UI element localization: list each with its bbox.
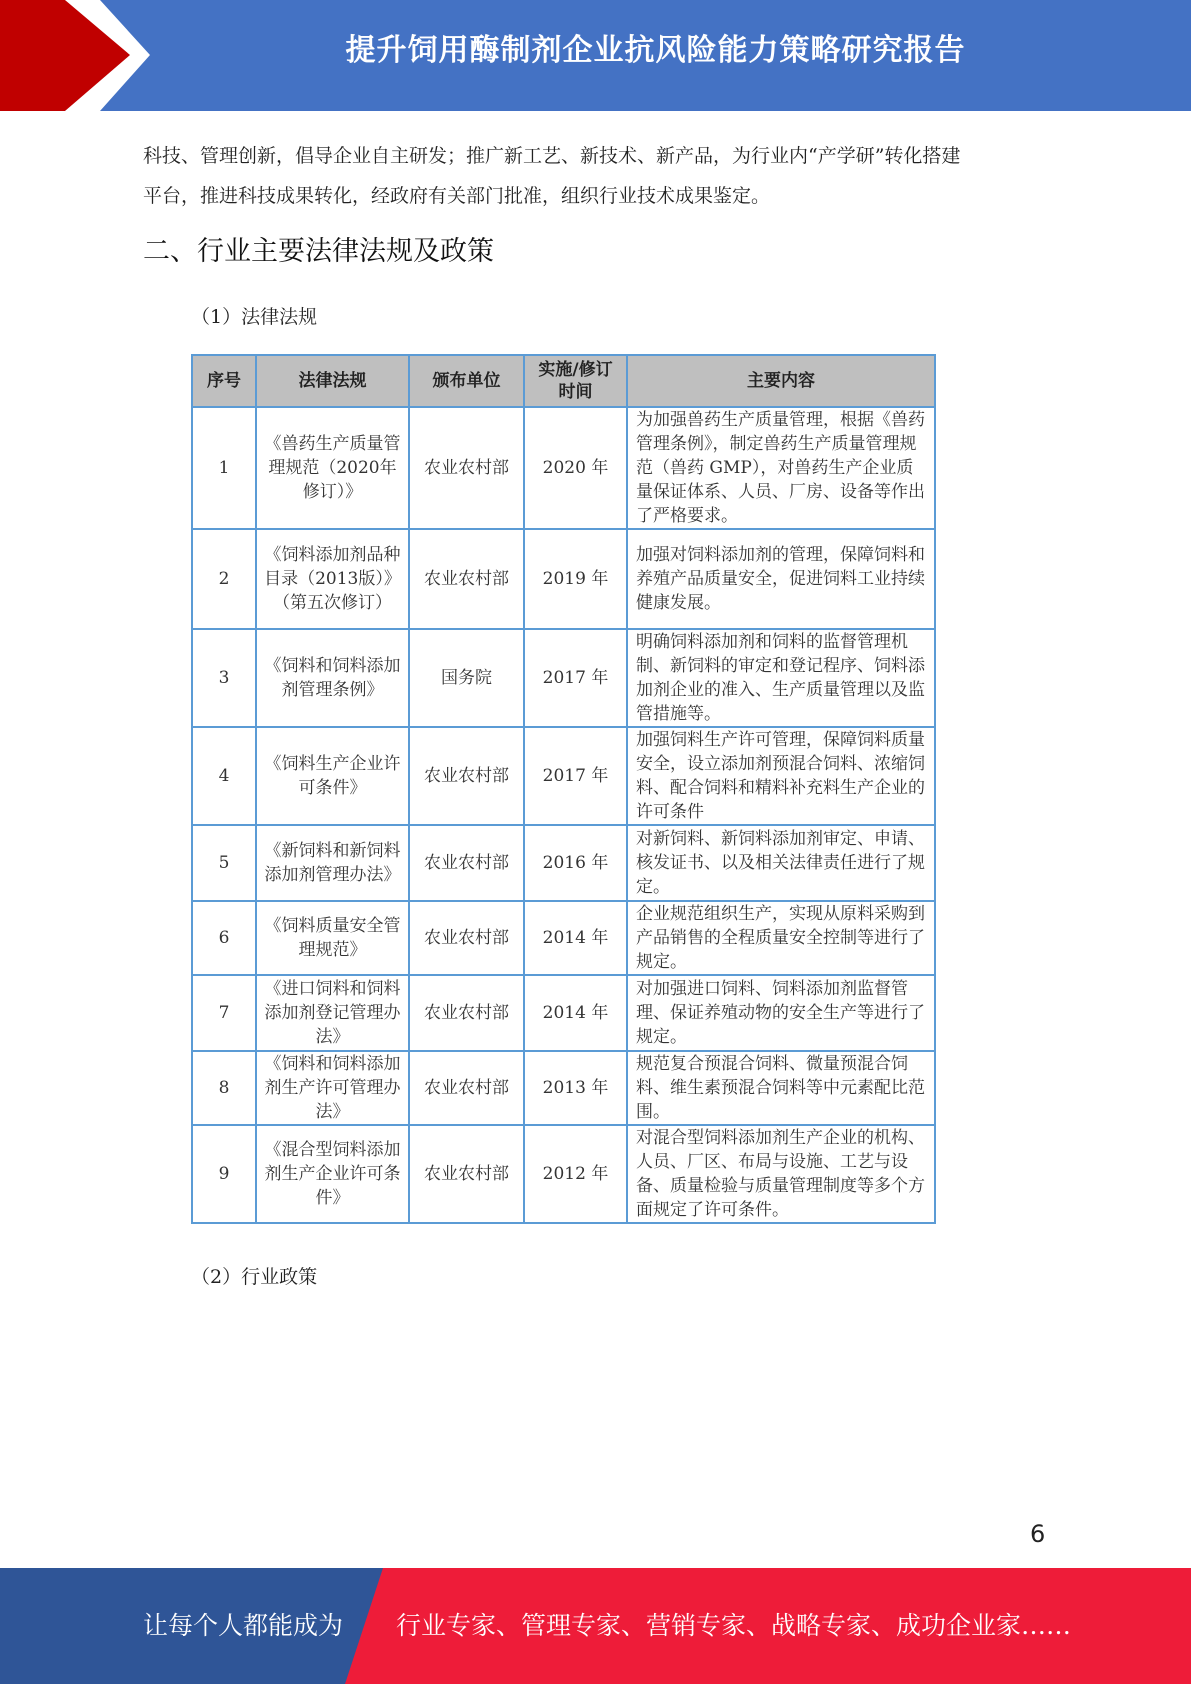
cell-issuer: 农业农村部 (409, 727, 524, 825)
cell-issuer: 农业农村部 (409, 407, 524, 529)
header-issuer: 颁布单位 (409, 355, 524, 407)
page-header (0, 0, 1191, 111)
page-number: 6 (1030, 1520, 1046, 1548)
cell-no: 8 (192, 1051, 256, 1125)
cell-issuer: 农业农村部 (409, 1051, 524, 1125)
table-row (192, 1125, 935, 1223)
cell-year: 2017 年 (524, 727, 627, 825)
table-row (192, 629, 935, 727)
paragraph-line: 平台，推进科技成果转化，经政府有关部门批准，组织行业技术成果鉴定。 (143, 185, 771, 207)
cell-law: 《进口饲料和饲料添加剂登记管理办法》 (256, 975, 409, 1051)
sub-heading-laws: （1）法律法规 (191, 306, 318, 328)
cell-year: 2019 年 (524, 529, 627, 629)
report-title: 提升饲用酶制剂企业抗风险能力策略研究报告 (345, 33, 966, 68)
cell-year: 2014 年 (524, 975, 627, 1051)
cell-year: 2016 年 (524, 825, 627, 901)
cell-content: 明确饲料添加剂和饲料的监督管理机制、新饲料的审定和登记程序、饲料添加剂企业的准入、生产质量管理以及监管措施等。 (627, 629, 935, 727)
table-row (192, 529, 935, 629)
cell-no: 4 (192, 727, 256, 825)
footer-slogan-left: 让每个人都能成为 (143, 1611, 344, 1640)
table-row (192, 727, 935, 825)
cell-no: 6 (192, 901, 256, 975)
cell-law: 《混合型饲料添加剂生产企业许可条件》 (256, 1125, 409, 1223)
cell-content: 规范复合预混合饲料、微量预混合饲料、维生素预混合饲料等中元素配比范围。 (627, 1051, 935, 1125)
header-date-line1: 实施/修订 (538, 360, 613, 380)
table-row (192, 975, 935, 1051)
cell-issuer: 农业农村部 (409, 825, 524, 901)
cell-year: 2017 年 (524, 629, 627, 727)
cell-content: 对新饲料、新饲料添加剂审定、申请、核发证书、以及相关法律责任进行了规定。 (627, 825, 935, 901)
section-heading: 二、行业主要法律法规及政策 (143, 236, 494, 267)
cell-year: 2014 年 (524, 901, 627, 975)
table-header-row (192, 355, 935, 407)
body-paragraph (143, 136, 1048, 216)
cell-law: 《饲料添加剂品种目录（2013版）》（第五次修订） (256, 529, 409, 629)
cell-law: 《饲料生产企业许可条件》 (256, 727, 409, 825)
cell-year: 2013 年 (524, 1051, 627, 1125)
cell-no: 9 (192, 1125, 256, 1223)
table-row (192, 825, 935, 901)
header-date-line2: 时间 (558, 382, 593, 402)
cell-issuer: 农业农村部 (409, 901, 524, 975)
table-row (192, 407, 935, 529)
cell-year: 2020 年 (524, 407, 627, 529)
cell-law: 《饲料质量安全管理规范》 (256, 901, 409, 975)
cell-year: 2012 年 (524, 1125, 627, 1223)
cell-content: 加强饲料生产许可管理，保障饲料质量安全，设立添加剂预混合饲料、浓缩饲料、配合饲料和精料补充料生产企业的许可条件 (627, 727, 935, 825)
page-footer (0, 1568, 1191, 1684)
cell-content: 对混合型饲料添加剂生产企业的机构、人员、厂区、布局与设施、工艺与设备、质量检验与质量管理制度等多个方面规定了许可条件。 (627, 1125, 935, 1223)
cell-no: 7 (192, 975, 256, 1051)
laws-table (191, 354, 936, 1224)
cell-content: 对加强进口饲料、饲料添加剂监督管理、保证养殖动物的安全生产等进行了规定。 (627, 975, 935, 1051)
header-no: 序号 (192, 355, 256, 407)
cell-no: 5 (192, 825, 256, 901)
cell-content: 加强对饲料添加剂的管理，保障饲料和养殖产品质量安全，促进饲料工业持续健康发展。 (627, 529, 935, 629)
cell-no: 2 (192, 529, 256, 629)
sub-heading-policies: （2）行业政策 (191, 1266, 318, 1288)
cell-issuer: 国务院 (409, 629, 524, 727)
cell-law: 《新饲料和新饲料添加剂管理办法》 (256, 825, 409, 901)
cell-law: 《饲料和饲料添加剂生产许可管理办法》 (256, 1051, 409, 1125)
header-date (524, 355, 627, 407)
cell-issuer: 农业农村部 (409, 975, 524, 1051)
table-row (192, 901, 935, 975)
table-row (192, 1051, 935, 1125)
cell-issuer: 农业农村部 (409, 529, 524, 629)
cell-content: 为加强兽药生产质量管理，根据《兽药管理条例》，制定兽药生产质量管理规范（兽药 GMP），对兽药生产企业质量保证体系、人员、厂房、设备等作出了严格要求。 (627, 407, 935, 529)
header-law: 法律法规 (256, 355, 409, 407)
cell-content: 企业规范组织生产，实现从原料采购到产品销售的全程质量安全控制等进行了规定。 (627, 901, 935, 975)
cell-law: 《饲料和饲料添加剂管理条例》 (256, 629, 409, 727)
footer-slogan-right: 行业专家、管理专家、营销专家、战略专家、成功企业家…… (396, 1611, 1072, 1640)
paragraph-line: 科技、管理创新，倡导企业自主研发；推广新工艺、新技术、新产品，为行业内“产学研”转化搭建 (143, 145, 961, 167)
cell-law: 《兽药生产质量管理规范（2020年修订）》 (256, 407, 409, 529)
cell-no: 1 (192, 407, 256, 529)
header-content: 主要内容 (627, 355, 935, 407)
cell-issuer: 农业农村部 (409, 1125, 524, 1223)
cell-no: 3 (192, 629, 256, 727)
